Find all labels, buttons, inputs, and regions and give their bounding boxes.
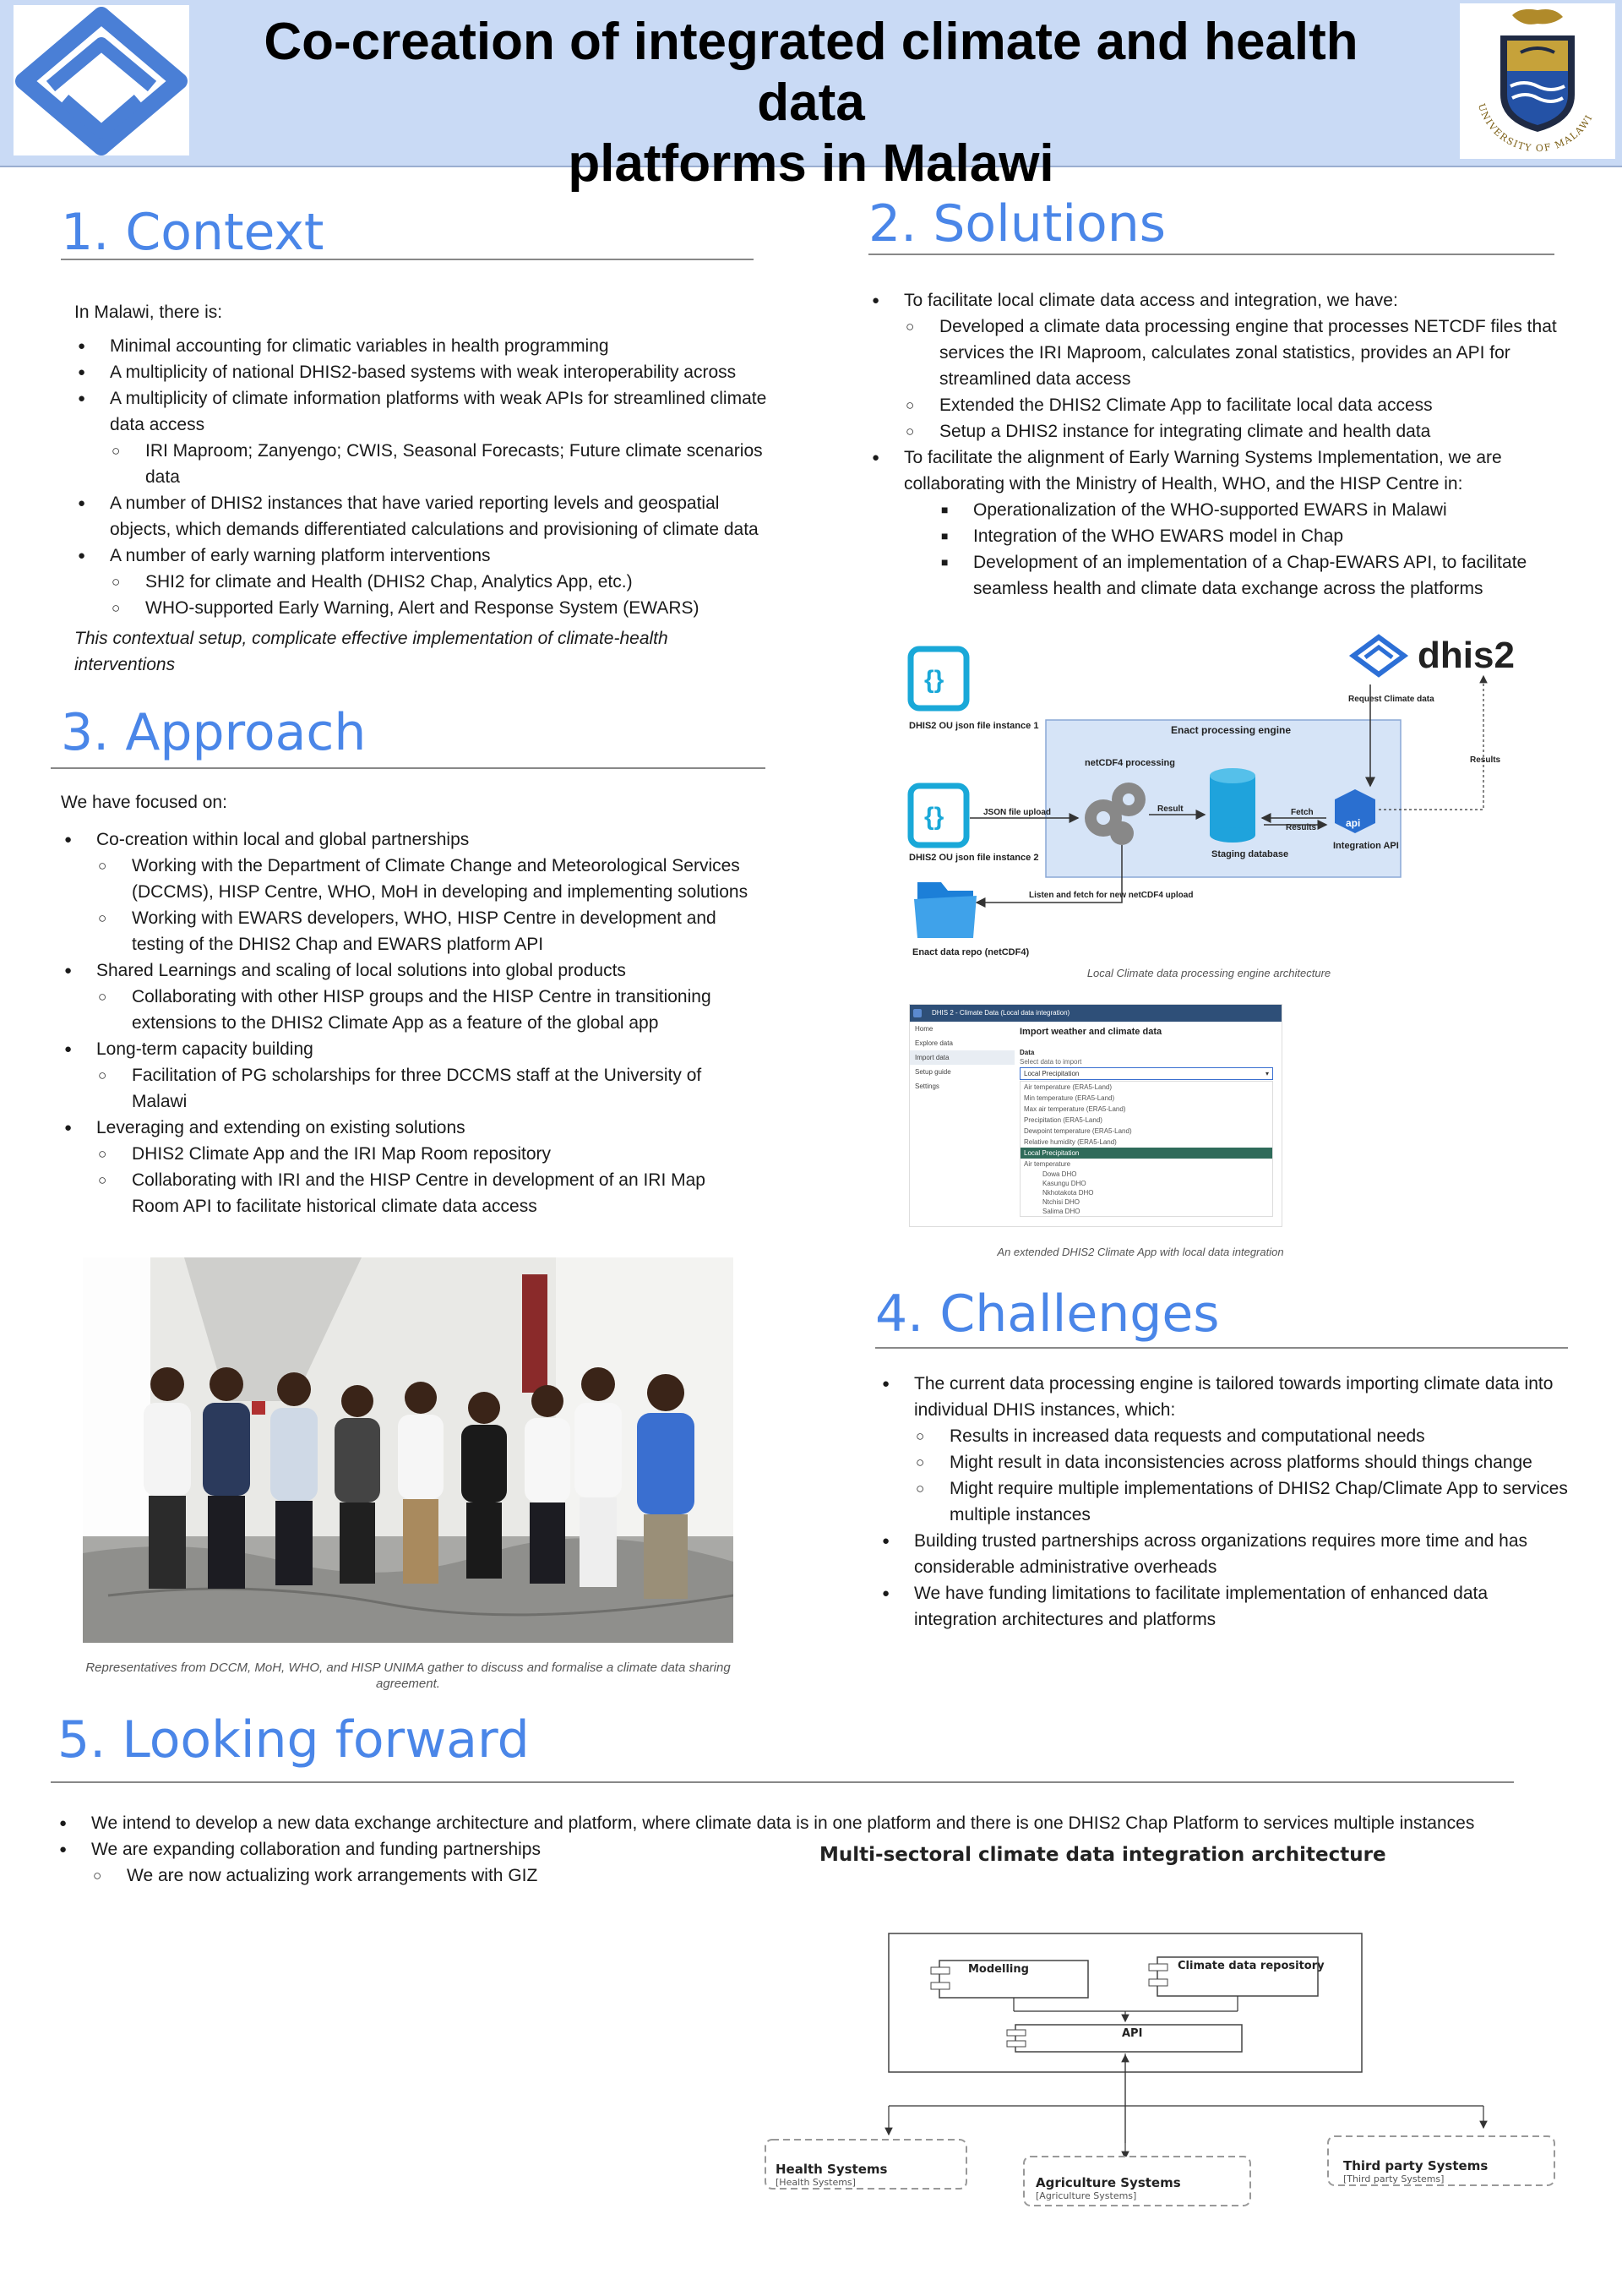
integration-api-label: Integration API <box>1333 841 1399 851</box>
list-item: ○ Might result in data inconsistencies across platforms should things change <box>879 1449 1571 1475</box>
fetch-label: Fetch <box>1291 808 1314 817</box>
app-page-title: Import weather and climate data <box>1020 1027 1162 1037</box>
json-upload-label: JSON file upload <box>983 808 1052 817</box>
app-tree-item[interactable]: Nkhotakota DHO <box>1042 1189 1094 1197</box>
list-item: ○ WHO-supported Early Warning, Alert and Response System (EWARS) <box>74 595 776 621</box>
results-inner-label: Results <box>1286 823 1317 832</box>
list-item: ● Minimal accounting for climatic variables in health programming <box>74 333 776 359</box>
app-nav-settings[interactable]: Settings <box>915 1083 939 1090</box>
result-label: Result <box>1157 804 1184 814</box>
modelling-label: Modelling <box>968 1963 1029 1976</box>
list-item: ● To facilitate local climate data access and integration, we have: <box>868 287 1570 314</box>
challenges-rule <box>875 1347 1568 1349</box>
list-item: ■ Integration of the WHO EWARS model in Chap <box>868 523 1570 549</box>
health-systems-sub: [Health Systems] <box>776 2177 856 2188</box>
repo-label: Enact data repo (netCDF4) <box>912 947 1030 957</box>
diagram-caption: Local Climate data processing engine architecture <box>1086 967 1331 979</box>
app-nav-home[interactable]: Home <box>915 1025 933 1033</box>
svg-text:{}: {} <box>924 803 944 831</box>
third-party-systems-sub: [Third party Systems] <box>1343 2173 1445 2184</box>
context-note: This contextual setup, complicate effective implementation of climate-health interventions <box>74 629 668 674</box>
solutions-list <box>868 287 1570 602</box>
list-item: ● Building trusted partnerships across organizations requires more time and has considerable administrative overheads <box>879 1528 1571 1580</box>
university-crest <box>1460 3 1615 159</box>
list-item: ● A multiplicity of national DHIS2-based systems with weak interoperability across <box>74 359 776 385</box>
list-item: ○ Working with the Department of Climate Change and Meteorological Services (DCCMS), HISP Centre, WHO, MoH in developing and implementing solutions <box>61 853 754 905</box>
list-item: ○ Might require multiple implementations of DHIS2 Chap/Climate App to services multiple instances <box>879 1475 1571 1528</box>
title-line-2: platforms in Malawi <box>568 134 1054 193</box>
list-item: ● We are expanding collaboration and funding partnerships <box>56 1836 1492 1862</box>
challenges-heading: 4. Challenges <box>875 1284 1220 1344</box>
repository-component <box>1149 1957 1325 1996</box>
agriculture-systems-sub: [Agriculture Systems] <box>1036 2190 1137 2201</box>
dhis2-wordmark-logo <box>1353 635 1515 676</box>
app-top-bar: DHIS 2 - Climate Data (Local data integration) <box>910 1005 1282 1022</box>
agriculture-systems-box <box>1024 2157 1250 2206</box>
list-item: ○ Working with EWARS developers, WHO, HISP Centre in development and testing of the DHIS2 Chap and EWARS platform API <box>61 905 754 957</box>
forward-heading: 5. Looking forward <box>57 1710 530 1770</box>
forward-rule <box>51 1781 1514 1783</box>
repository-label: Climate data repository <box>1178 1960 1325 1972</box>
list-item: ● A number of early warning platform interventions <box>74 543 776 569</box>
api-label: API <box>1122 2027 1143 2040</box>
solutions-heading: 2. Solutions <box>868 194 1167 254</box>
svg-text:{}: {} <box>924 666 944 694</box>
ou-instance-1-label: DHIS2 OU json file instance 1 <box>909 721 1039 731</box>
engine-title: Enact processing engine <box>1171 724 1292 736</box>
list-item: ○ Results in increased data requests and computational needs <box>879 1423 1571 1449</box>
title-line-1: Co-creation of integrated climate and health data <box>264 13 1358 132</box>
challenges-list <box>879 1371 1571 1633</box>
app-option-selected[interactable]: Local Precipitation <box>1021 1148 1272 1159</box>
list-item: ○ Extended the DHIS2 Climate App to facilitate local data access <box>868 392 1570 418</box>
app-section-title: Data <box>1020 1049 1035 1056</box>
app-nav-explore[interactable]: Explore data <box>915 1039 953 1047</box>
list-item: ○ SHI2 for climate and Health (DHIS2 Chap, Analytics App, etc.) <box>74 569 776 595</box>
ou-instance-2-label: DHIS2 OU json file instance 2 <box>909 853 1039 863</box>
app-caption: An extended DHIS2 Climate App with local data integration <box>997 1246 1284 1258</box>
app-logo-icon <box>913 1009 922 1017</box>
listen-fetch-label: Listen and fetch for new netCDF4 upload <box>1029 891 1194 900</box>
list-item: ○ We are now actualizing work arrangements with GIZ <box>56 1862 1492 1889</box>
photo-caption: Representatives from DCCM, MoH, WHO, and HISP UNIMA gather to discuss and formalise a climate data sharing agreement. <box>85 1661 731 1691</box>
approach-heading: 3. Approach <box>61 703 367 762</box>
app-select-value: Local Precipitation <box>1024 1070 1080 1077</box>
list-item: ■ Operationalization of the WHO-supported EWARS in Malawi <box>868 497 1570 523</box>
climate-app-screenshot <box>909 1004 1282 1227</box>
poster-title <box>203 12 1419 194</box>
json-file-icon-2 <box>911 786 966 845</box>
arch-title: Multi-sectoral climate data integration architecture <box>819 1844 1386 1866</box>
app-option[interactable]: Max air temperature (ERA5-Land) <box>1024 1105 1126 1113</box>
list-item: ● The current data processing engine is tailored towards importing climate data into individual DHIS instances, which: <box>879 1371 1571 1423</box>
list-item: ● A number of DHIS2 instances that have varied reporting levels and geospatial objects, which demands differentiated calculations and provisioning of climate data <box>74 490 776 543</box>
processing-engine-diagram <box>901 624 1568 979</box>
solutions-rule <box>868 254 1554 255</box>
approach-intro: We have focused on: <box>61 793 227 812</box>
app-select-label: Select data to import <box>1020 1058 1082 1066</box>
app-tree-item[interactable]: Salima DHO <box>1042 1208 1080 1215</box>
list-item: ● We have funding limitations to facilitate implementation of enhanced data integration architectures and platforms <box>879 1580 1571 1633</box>
app-option[interactable]: Air temperature (ERA5-Land) <box>1024 1083 1113 1091</box>
folder-icon <box>914 882 977 938</box>
app-tree-item[interactable]: Ntchisi DHO <box>1042 1198 1080 1206</box>
chevron-down-icon: ▾ <box>1265 1070 1269 1077</box>
list-item: ○ Developed a climate data processing engine that processes NETCDF files that services the IRI Maproom, calculates zonal statistics, provides an API for streamlined data access <box>868 314 1570 392</box>
staging-db-label: Staging database <box>1211 849 1289 859</box>
context-rule <box>61 259 754 260</box>
list-item: ● A multiplicity of climate information platforms with weak APIs for streamlined climate data access <box>74 385 776 438</box>
results-label: Results <box>1470 755 1501 765</box>
app-tree-item[interactable]: Dowa DHO <box>1042 1170 1077 1178</box>
list-item: ■ Development of an implementation of a Chap-EWARS API, to facilitate seamless health and climate data exchange across the platforms <box>868 549 1570 602</box>
json-file-icon-1 <box>911 649 966 708</box>
list-item: ● To facilitate the alignment of Early Warning Systems Implementation, we are collaborating with the Ministry of Health, WHO, and the HISP Centre in: <box>868 444 1570 497</box>
context-heading: 1. Context <box>61 203 324 262</box>
app-tree-item[interactable]: Kasungu DHO <box>1042 1180 1086 1187</box>
list-item: ○ Collaborating with other HISP groups and the HISP Centre in transitioning extensions to the DHIS2 Climate App as a feature of the global app <box>61 984 754 1036</box>
app-options-list <box>1020 1081 1273 1217</box>
health-systems-box <box>765 2140 966 2189</box>
app-nav-import[interactable]: Import data <box>910 1050 1015 1065</box>
approach-list <box>61 826 754 1219</box>
list-item: ○ Collaborating with IRI and the HISP Centre in development of an IRI Map Room API to facilitate historical climate data access <box>61 1167 754 1219</box>
list-item: ● Long-term capacity building <box>61 1036 754 1062</box>
app-option[interactable]: Min temperature (ERA5-Land) <box>1024 1094 1115 1102</box>
list-item: ● Shared Learnings and scaling of local solutions into global products <box>61 957 754 984</box>
app-tree-root[interactable]: Air temperature <box>1024 1160 1071 1168</box>
app-option[interactable]: Relative humidity (ERA5-Land) <box>1024 1138 1117 1146</box>
list-item: ● Co-creation within local and global partnerships <box>61 826 754 853</box>
health-systems-label: Health Systems <box>776 2162 888 2177</box>
api-badge-text: api <box>1346 817 1361 829</box>
context-intro: In Malawi, there is: <box>74 303 223 322</box>
app-nav-setup[interactable]: Setup guide <box>915 1068 951 1076</box>
group-photo <box>83 1257 733 1643</box>
context-list <box>74 333 776 621</box>
database-icon <box>1210 768 1255 843</box>
dhis2-wordmark: dhis2 <box>1418 635 1515 676</box>
third-party-systems-label: Third party Systems <box>1343 2158 1489 2173</box>
app-data-select[interactable] <box>1020 1067 1273 1080</box>
agriculture-systems-label: Agriculture Systems <box>1036 2175 1181 2190</box>
approach-rule <box>51 767 765 769</box>
list-item: ○ IRI Maproom; Zanyengo; CWIS, Seasonal Forecasts; Future climate scenarios data <box>74 438 776 490</box>
third-party-systems-box <box>1328 2136 1554 2185</box>
list-item: ○ Setup a DHIS2 instance for integrating climate and health data <box>868 418 1570 444</box>
list-item: ● Leveraging and extending on existing solutions <box>61 1115 754 1141</box>
app-option[interactable]: Precipitation (ERA5-Land) <box>1024 1116 1102 1124</box>
netcdf-processing-label: netCDF4 processing <box>1085 758 1175 768</box>
api-component <box>1007 2025 1242 2052</box>
crest-lettering: UNIVERSITY OF MALAWI <box>1475 101 1595 155</box>
list-item: ● We intend to develop a new data exchange architecture and platform, where climate data is in one platform and there is one DHIS2 Chap Platform to services multiple instances <box>56 1810 1492 1836</box>
modelling-component <box>931 1961 1088 1998</box>
multi-sectoral-architecture-diagram <box>760 1834 1588 2214</box>
app-option[interactable]: Dewpoint temperature (ERA5-Land) <box>1024 1127 1132 1135</box>
dhis2-logo <box>14 5 189 155</box>
request-label: Request Climate data <box>1348 695 1434 704</box>
list-item: ○ DHIS2 Climate App and the IRI Map Room repository <box>61 1141 754 1167</box>
list-item: ○ Facilitation of PG scholarships for three DCCMS staff at the University of Malawi <box>61 1062 754 1115</box>
